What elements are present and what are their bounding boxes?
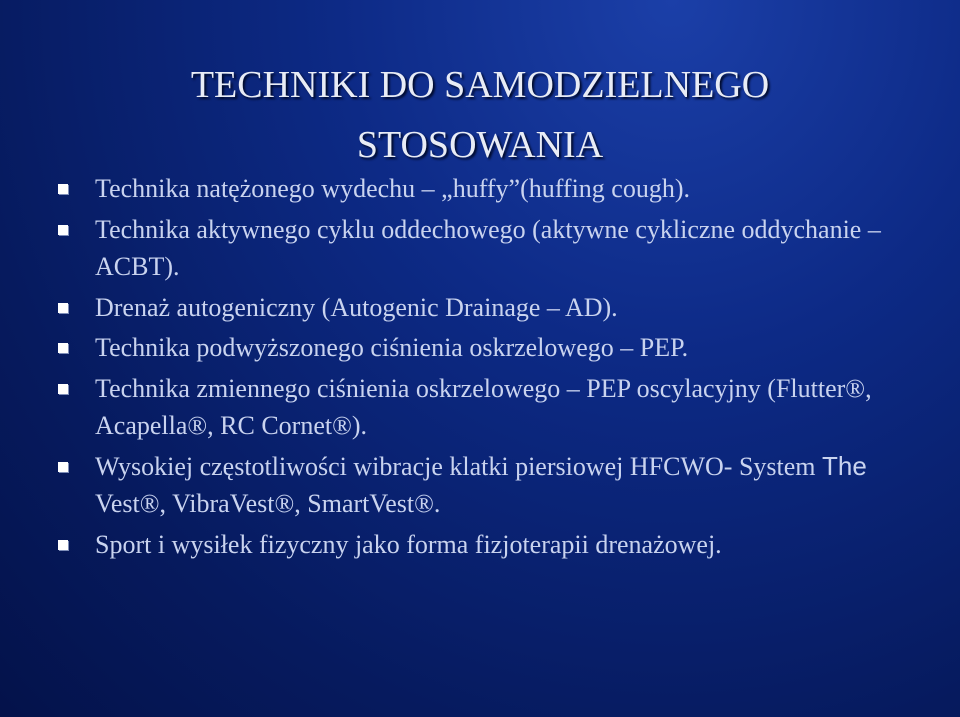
bullet-text: Technika podwyższonego ciśnienia oskrzelowego – PEP. xyxy=(95,333,689,362)
slide-title xyxy=(0,55,960,175)
bullet-square-icon xyxy=(58,225,68,235)
bullet-square-icon xyxy=(58,184,68,194)
bullet-text-part: Vest xyxy=(95,489,140,518)
registered-mark: ® xyxy=(414,489,434,518)
bullet-text-part: . xyxy=(433,489,441,518)
bullet-text-part: , VibraVest xyxy=(159,489,275,518)
bullet-item-autogenic-drainage xyxy=(58,289,938,327)
registered-mark: ® xyxy=(139,489,160,518)
bullet-square-icon xyxy=(58,303,68,313)
bullet-text: Technika natężonego wydechu – „huffy”(huffing cough). xyxy=(95,174,691,203)
bullet-text-part: Technika zmiennego ciśnienia oskrzelowego – PEP oscylacyjny (Flutter xyxy=(95,373,846,403)
bullet-text-part: , Acapella xyxy=(95,373,872,440)
bullet-square-icon xyxy=(58,384,68,394)
slide-title-line-1: TECHNIKI DO SAMODZIELNEGO xyxy=(190,64,770,107)
bullet-list xyxy=(58,170,938,566)
registered-mark: ® xyxy=(187,411,208,440)
bullet-square-icon xyxy=(58,540,68,550)
bullet-text: Technika aktywnego cyklu oddechowego (aktywne cykliczne oddychanie – ACBT). xyxy=(95,214,881,281)
bullet-text-part: , SmartVest xyxy=(294,489,415,518)
bullet-item-hfcwo xyxy=(58,448,938,523)
bullet-item-acbt xyxy=(58,211,938,286)
bullet-square-icon xyxy=(58,343,68,353)
bullet-text-part: The xyxy=(822,450,867,481)
slide-title-line-2: STOSOWANIA xyxy=(356,124,604,167)
bullet-text: Sport i wysiłek fizyczny jako forma fizjoterapii drenażowej. xyxy=(95,529,722,559)
bullet-item-oscillating-pep xyxy=(58,370,938,445)
bullet-item-sport xyxy=(58,526,938,564)
bullet-square-icon xyxy=(58,462,68,472)
registered-mark: ® xyxy=(332,411,352,440)
registered-mark: ® xyxy=(274,489,295,518)
bullet-item-huffing xyxy=(58,170,938,208)
bullet-text: Drenaż autogeniczny (Autogenic Drainage – AD). xyxy=(95,292,618,322)
bullet-item-pep xyxy=(58,329,938,367)
bullet-text-part: ). xyxy=(351,411,368,440)
bullet-text-part: , RC Cornet xyxy=(207,411,333,440)
registered-mark: ® xyxy=(845,373,866,403)
bullet-text-part: Wysokiej częstotliwości wibracje klatki piersiowej HFCWO- System xyxy=(95,451,823,481)
